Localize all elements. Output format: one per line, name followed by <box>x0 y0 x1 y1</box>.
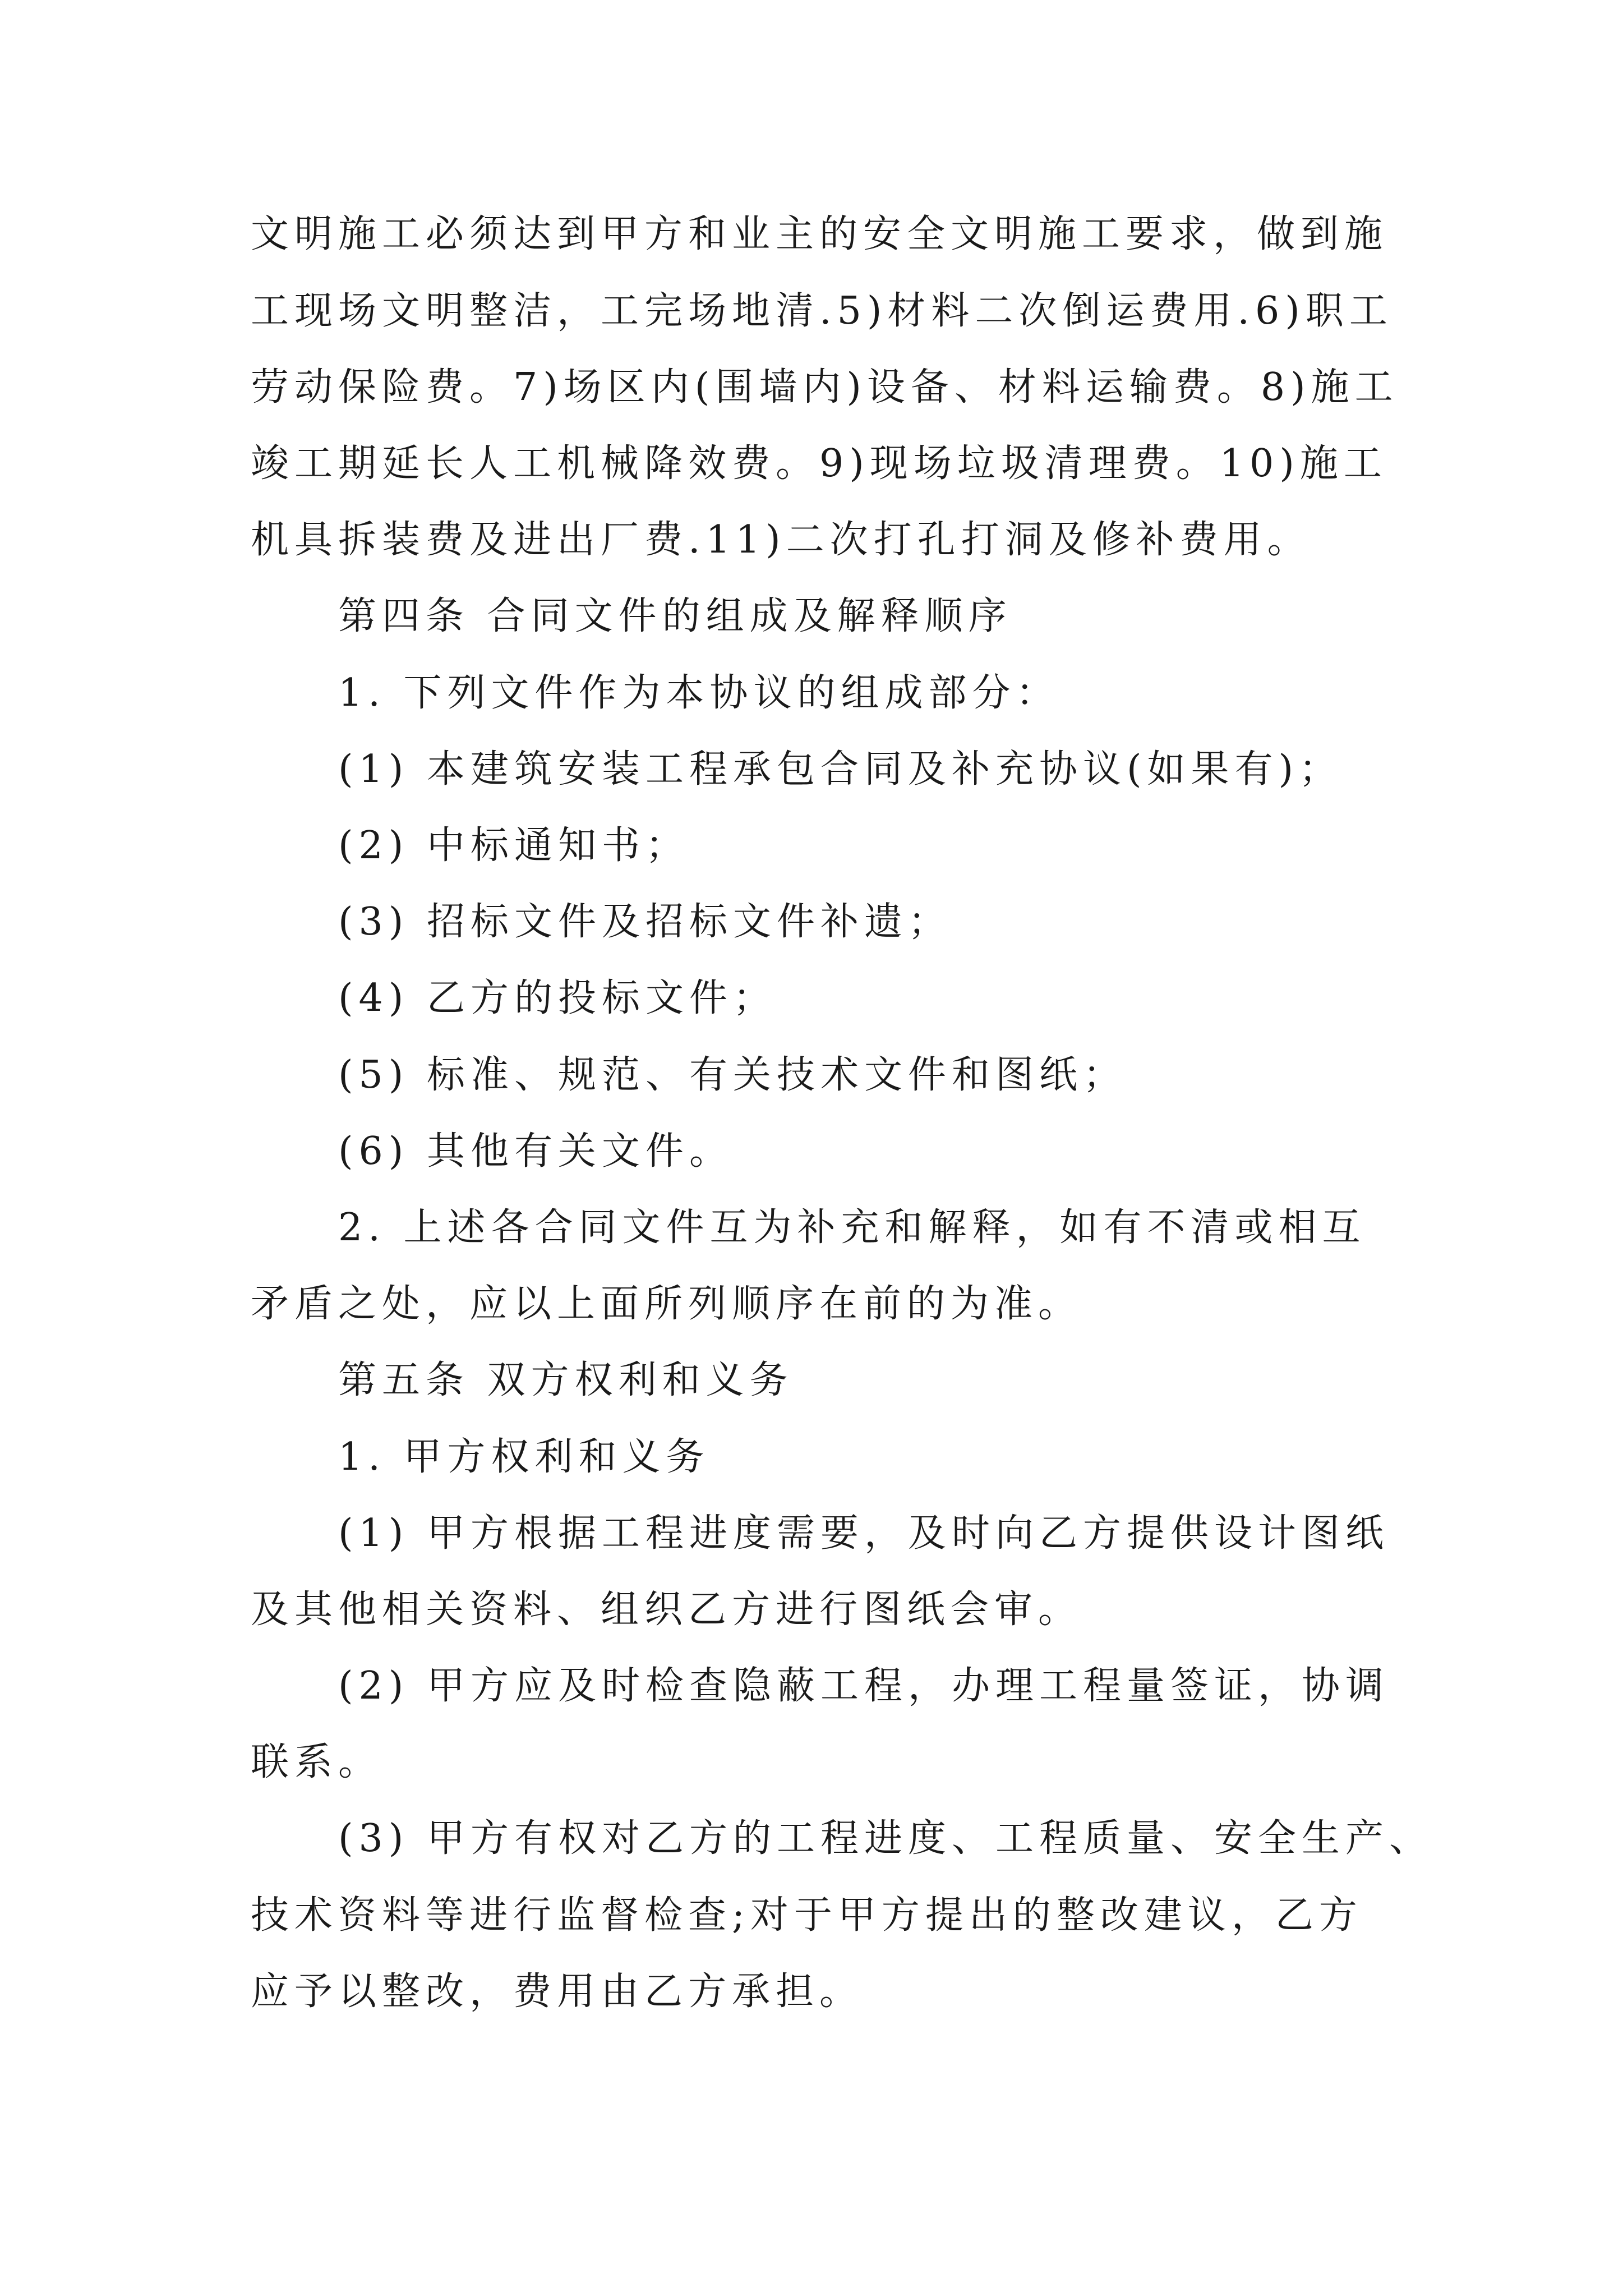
list-item: (5) 标准、规范、有关技术文件和图纸； <box>338 1053 1127 1097</box>
body-text-line: (2) 甲方应及时检查隐蔽工程，办理工程量签证，协调 <box>338 1664 1389 1708</box>
list-item: (1) 本建筑安装工程承包合同及补充协议(如果有)； <box>338 747 1343 792</box>
section-heading: 第五条 双方权利和义务 <box>338 1358 794 1402</box>
body-text-line: 2. 上述各合同文件互为补充和解释，如有不清或相互 <box>338 1205 1366 1250</box>
list-item: (6) 其他有关文件。 <box>338 1129 733 1174</box>
body-text-line: (3) 甲方有权对乙方的工程进度、工程质量、安全生产、 <box>338 1816 1433 1861</box>
body-text-line: 竣工期延长人工机械降效费。9)现场垃圾清理费。10)施工 <box>251 441 1387 486</box>
body-text-line: 技术资料等进行监督检查;对于甲方提出的整改建议，乙方 <box>251 1893 1363 1938</box>
body-text-line: 矛盾之处，应以上面所列顺序在前的为准。 <box>251 1282 1082 1326</box>
list-item: (2) 中标通知书； <box>338 823 689 868</box>
body-text-line: 工现场文明整洁，工完场地清.5)材料二次倒运费用.6)职工 <box>251 289 1393 333</box>
list-heading: 1. 下列文件作为本协议的组成部分： <box>338 671 1060 715</box>
body-text-line: 应予以整改，费用由乙方承担。 <box>251 1970 864 2014</box>
body-text-line: 及其他相关资料、组织乙方进行图纸会审。 <box>251 1588 1082 1632</box>
body-text-line: 劳动保险费。7)场区内(围墙内)设备、材料运输费。8)施工 <box>251 365 1399 409</box>
section-heading: 第四条 合同文件的组成及解释顺序 <box>338 594 1012 638</box>
body-text-line: (1) 甲方根据工程进度需要，及时向乙方提供设计图纸 <box>338 1511 1389 1556</box>
body-text-line: 机具拆装费及进出厂费.11)二次打孔打洞及修补费用。 <box>251 518 1311 562</box>
subsection-heading: 1. 甲方权利和义务 <box>338 1435 710 1479</box>
list-item: (4) 乙方的投标文件； <box>338 976 777 1020</box>
body-text-line: 文明施工必须达到甲方和业主的安全文明施工要求，做到施 <box>251 212 1389 256</box>
body-text-line: 联系。 <box>251 1740 382 1784</box>
list-item: (3) 招标文件及招标文件补遗； <box>338 900 952 944</box>
